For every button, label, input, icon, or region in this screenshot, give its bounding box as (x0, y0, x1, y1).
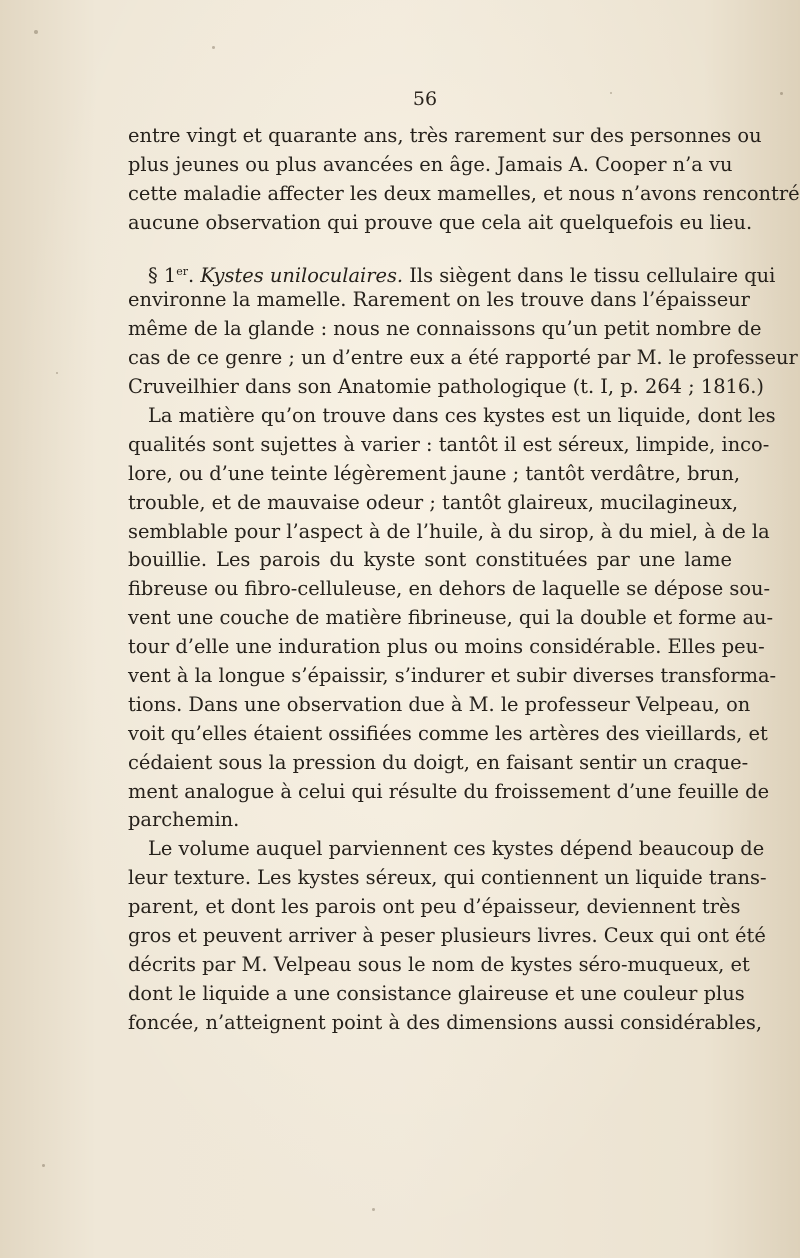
section-mark: § 1 (148, 263, 177, 287)
page-number: 56 (412, 88, 438, 110)
text-line: trouble, et de mauvaise odeur ; tantôt glaireux, mucilagineux, (128, 490, 739, 514)
text-line: ment analogue à celui qui résulte du froissement d’une feuille de (128, 779, 770, 803)
paper-speck (610, 92, 612, 94)
text-line: qualités sont sujettes à varier : tantôt il est séreux, limpide, inco- (128, 432, 770, 456)
text-line: cas de ce genre ; un d’entre eux a été rapporté par M. le professeur (128, 346, 798, 370)
text-line: parchemin. (128, 808, 240, 832)
paper-speck (372, 1208, 375, 1211)
text-line: cédaient sous la pression du doigt, en faisant sentir un craque- (128, 750, 749, 774)
text-line: foncée, n’atteignent point à des dimensions aussi considérables, (128, 1010, 763, 1034)
text-line: voit qu’elles étaient ossifiées comme les artères des vieillards, et (128, 721, 768, 745)
paper-speck (42, 1164, 45, 1167)
text-line: Le volume auquel parviennent ces kystes dépend beaucoup de (148, 837, 765, 861)
paragraph-3 (128, 402, 777, 835)
text-line: vent une couche de matière fibrineuse, qui la double et forme au- (128, 606, 774, 630)
section-title: Kystes uniloculaires. (200, 263, 404, 287)
text-line: tour d’elle une induration plus ou moins considérable. Elles peu- (128, 635, 765, 659)
text-line: lore, ou d’une teinte légèrement jaune ; tantôt verdâtre, brun, (128, 461, 740, 485)
text-line: aucune observation qui prouve que cela ait quelquefois eu lieu. (128, 210, 753, 234)
text-line: vent à la longue s’épaissir, s’indurer et subir diverses transforma- (128, 664, 777, 688)
text-line: La matière qu’on trouve dans ces kystes est un liquide, dont les (148, 404, 776, 428)
text-line: parent, et dont les parois ont peu d’épaisseur, deviennent très (128, 895, 741, 919)
text-line: semblable pour l’aspect à de l’huile, à du sirop, à du miel, à de la (128, 519, 770, 543)
paragraph-gap (128, 238, 732, 258)
section-mark-superscript: er (176, 264, 188, 278)
paper-speck (56, 372, 58, 374)
section-paragraph (128, 258, 798, 402)
paragraph-4 (128, 835, 767, 1037)
section-heading-line (128, 258, 776, 287)
paper-speck (212, 46, 215, 49)
paper-speck (780, 92, 783, 95)
paper-speck (34, 30, 38, 34)
text-line: dont le liquide a une consistance glaireuse et une couleur plus (128, 981, 745, 1005)
text-line: bouillie. Les parois du kyste sont constituées par une lame (128, 548, 732, 572)
text-line: gros et peuvent arriver à peser plusieurs livres. Ceux qui ont été (128, 924, 766, 948)
section-first-line-text: Ils siègent dans le tissu cellulaire qui (409, 263, 776, 287)
text-line: entre vingt et quarante ans, très rarement sur des personnes ou (128, 124, 762, 147)
text-line: cette maladie affecter les deux mamelles, et nous n’avons rencontré (128, 181, 800, 205)
text-line: décrits par M. Velpeau sous le nom de kystes séro-muqueux, et (128, 952, 750, 976)
text-line: fibreuse ou fibro-celluleuse, en dehors de laquelle se dépose sou- (128, 577, 771, 601)
text-line: même de la glande : nous ne connaissons qu’un petit nombre de (128, 317, 762, 341)
text-line: Cruveilhier dans son Anatomie pathologique (t. I, p. 264 ; 1816.) (128, 375, 764, 399)
text-line: tions. Dans une observation due à M. le professeur Velpeau, on (128, 692, 751, 716)
paragraph-1 (128, 122, 800, 238)
page-body-text (128, 122, 800, 1038)
section-dot: . (187, 263, 201, 287)
text-line: plus jeunes ou plus avancées en âge. Jamais A. Cooper n’a vu (128, 152, 733, 176)
text-line: leur texture. Les kystes séreux, qui contiennent un liquide trans- (128, 866, 767, 890)
text-line: environne la mamelle. Rarement on les trouve dans l’épaisseur (128, 288, 750, 312)
